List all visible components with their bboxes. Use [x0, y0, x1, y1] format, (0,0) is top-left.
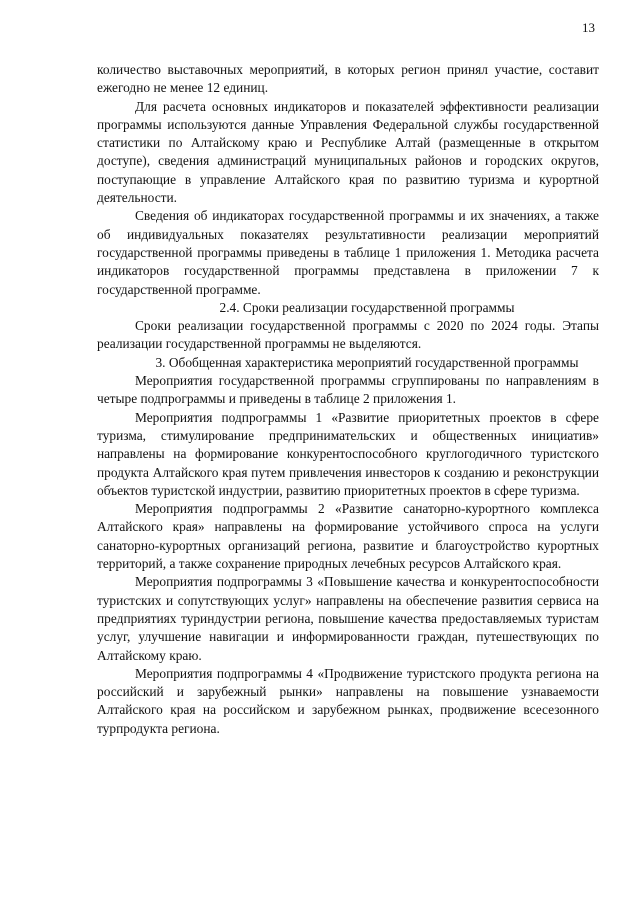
paragraph-subprogram-3: Мероприятия подпрограммы 3 «Повышение качества и конкурентоспособности туристских и сопутствующих услуг» направлены на обеспечение развития сервиса на предприятиях туриндустрии региона, повышение качества предоставляемых туристам услуг, улучшение навигации и информированности граждан, путешествующих по Алтайскому краю. [97, 574, 599, 663]
paragraph-terms: Сроки реализации государственной программы с 2020 по 2024 годы. Этапы реализации государственной программы не выделяются. [97, 318, 599, 352]
paragraph-grouping: Мероприятия государственной программы сгруппированы по направлениям в четыре подпрограммы и приведены в таблице 2 приложения 1. [97, 373, 599, 407]
paragraph-continuation: количество выставочных мероприятий, в которых регион принял участие, составит ежегодно не менее 12 единиц. [97, 62, 599, 96]
section-heading-3: 3. Обобщенная характеристика мероприятий государственной программы [155, 354, 579, 370]
paragraph-indicators: Сведения об индикаторах государственной программы и их значениях, а также об индивидуальных показателях результативности реализации мероприятий государственной программы приведены в таблице 1 приложения 1. Методика расчета индикаторов государственной программы представлена в приложении 7 к государственной программе. [97, 208, 599, 297]
paragraph-data-sources: Для расчета основных индикаторов и показателей эффективности реализации программы используются данные Управления Федеральной службы государственной статистики по Алтайскому краю и Республике Алтай (размещенные в открытом доступе), сведения администраций муниципальных районов и городских округов, поступающие в управление Алтайского края по развитию туризма и курортной деятельности. [97, 98, 599, 206]
paragraph-subprogram-2: Мероприятия подпрограммы 2 «Развитие санаторно-курортного комплекса Алтайского края» направлены на формирование устойчивого спроса на услуги санаторно-курортных организаций региона, развитие и благоустройство курортных территорий, а также сохранение природных лечебных ресурсов Алтайского края. [97, 501, 599, 572]
document-body [97, 61, 599, 738]
page-number: 13 [582, 20, 595, 35]
paragraph-subprogram-4: Мероприятия подпрограммы 4 «Продвижение туристского продукта региона на российский и зарубежный рынки» направлены на повышение узнаваемости Алтайского края на российском и зарубежном рынках, продвижение всесезонного турпродукта региона. [97, 665, 599, 736]
section-heading-2-4: 2.4. Сроки реализации государственной программы [219, 299, 515, 315]
paragraph-subprogram-1: Мероприятия подпрограммы 1 «Развитие приоритетных проектов в сфере туризма, стимулирование предпринимательских и общественных инициатив» направлены на формирование конкурентоспособного круглогодичного туристского продукта Алтайского края путем привлечения инвесторов к созданию и реконструкции объектов туристской индустрии, развитию приоритетных проектов в сфере туризма. [97, 409, 599, 498]
